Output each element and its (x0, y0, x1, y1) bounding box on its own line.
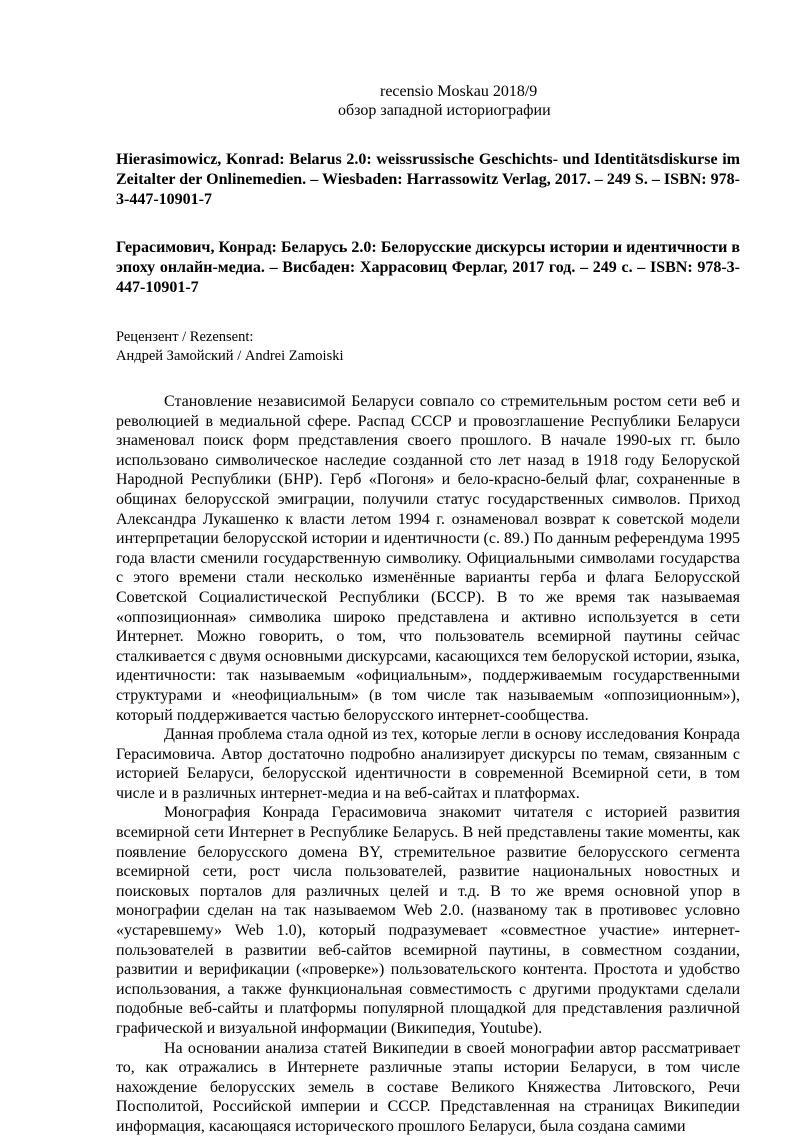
paragraph: На основании анализа статей Википедии в своей монографии автор рассматривает то, как отражались в Интернете различные этапы истории Беларуси, в том числе нахождение белорусских земель в составе Великого Княжества Литовского, Речи Посполитой, Российской империи и СССР. Представленная на страницах Википедии информация, касающаяся исторического прошлого Беларуси, была создана самими (116, 1039, 740, 1135)
bibliography-russian: Герасимович, Конрад: Беларусь 2.0: Белорусские дискурсы истории и идентичности в эпоху онлайн-медиа. – Висбаден: Харрасовиц Ферлаг, 2017 год. – 249 с. – ISBN: 978-3-447-10901-7 (116, 239, 740, 296)
reviewer-name: Андрей Замойский / Andrei Zamoiski (116, 348, 344, 364)
document-page (116, 0, 740, 1135)
review-body (116, 392, 740, 1137)
reviewer-label: Рецензент / Rezensent: (116, 329, 254, 345)
reviewer-block (116, 328, 740, 366)
paragraph: Монография Конрада Герасимовича знакомит читателя с историей развития всемирной сети Интернет в Республике Беларусь. В ней представлены такие моменты, как появление белорусского домена BY, стремительное развитие белорусского сегмента всемирной сети, рост числа пользователей, развитие национальных новостных и поисковых порталов для различных целей и т.д. В то же время основной упор в монографии сделан на так называемом Web 2.0. (названому так в противовес условно «устаревшему» Web 1.0), который подразумевает «совместное участие» интернет-пользователей в развитии веб-сайтов всемирной паутины, в совместном создании, развитии и верификации («проверке») пользовательского контента. Простота и удобство использования, а также функциональная совместимость с другими продуктами сделали подобные веб-сайты и платформы популярной площадкой для представления различной графической и визуальной информации (Википедия, Youtube). (116, 804, 740, 1037)
journal-section: обзор западной историографии (338, 102, 551, 119)
journal-issue: recensio Moskau 2018/9 (380, 83, 538, 100)
journal-header (116, 82, 740, 120)
paragraph: Данная проблема стала одной из тех, которые легли в основу исследования Конрада Герасимовича. Автор достаточно подробно анализирует дискурсы по темам, связанным с историей Беларуси, белорусской идентичности в современной Всемирной сети, в том числе и в различных интернет-медиа и на веб-сайтах и платформах. (116, 726, 740, 802)
paragraph: Становление независимой Беларуси совпало со стремительным ростом сети веб и революцией в медиальной сфере. Распад СССР и провозглашение Республики Беларуси знаменовал поиск форм представления своего прошлого. В начале 1990-ых гг. было использовано символическое наследие созданной сто лет назад в 1918 году Белоруской Народной Республики (БНР). Герб «Погоня» и бело-красно-белый флаг, сохраненные в общинах белорусской эмиграции, получили статус государственных символов. Приход Александра Лукашенко к власти летом 1994 г. ознаменовал возврат к советской модели интерпретации белорусской истории и идентичности (с. 89.) По данным референдума 1995 года власти сменили государственную символику. Официальными символами государства с этого времени стали несколько изменённые варианты герба и флага Белорусской Советской Социалистической Республики (БССР). В то же время так называемая «оппозиционная» символика широко представлена и активно используется в сети Интернет. Можно говорить, о том, что пользователь всемирной паутины сейчас сталкивается с двумя основными дискурсами, касающихся тем белоруской истории, языка, идентичности: так называемым «официальным», поддерживаемым государственными структурами и «неофициальным» (в том числе так называемым «оппозиционным»), который поддерживается частью белорусского интернет-сообщества. (116, 393, 740, 724)
bibliography-german: Hierasimowicz, Konrad: Belarus 2.0: weissrussische Geschichts- und Identitätsdiskurse im Zeitalter der Onlinemedien. – Wiesbaden: Harrassowitz Verlag, 2017. – 249 S. – ISBN: 978-3-447-10901-7 (116, 151, 740, 208)
